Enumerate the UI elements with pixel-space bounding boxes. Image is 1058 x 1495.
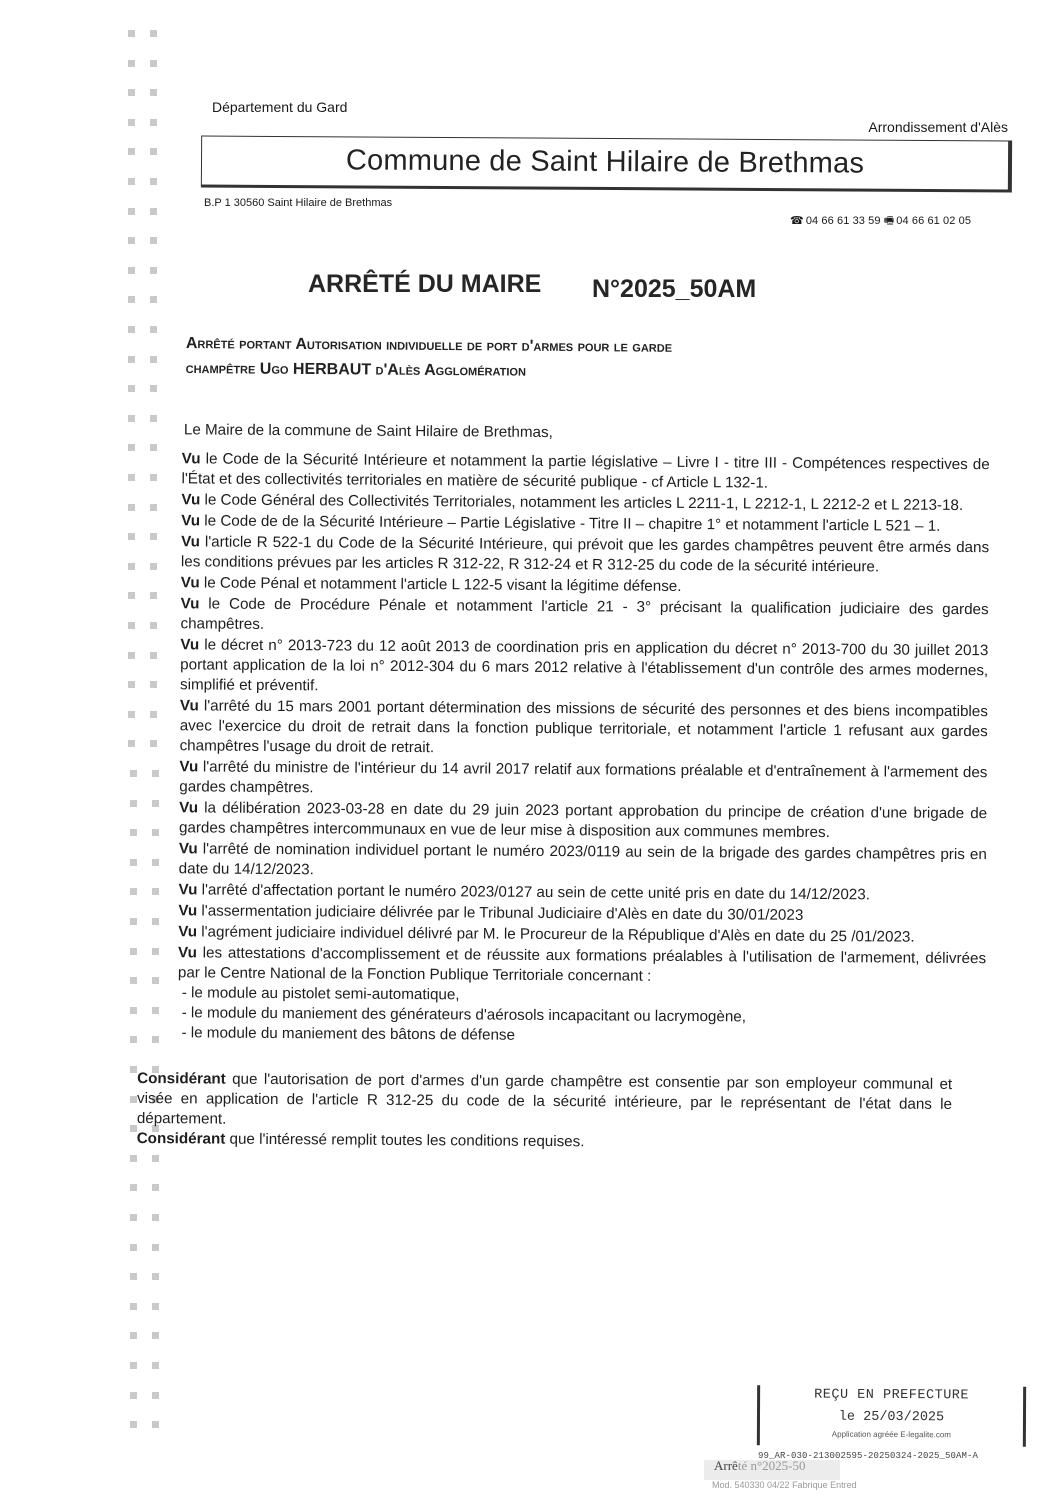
- arrondissement-label: Arrondissement d'Alès: [868, 119, 1008, 135]
- margin-square: [150, 208, 157, 215]
- margin-square: [152, 1421, 159, 1428]
- stamp-received-label: REÇU EN PREFECTURE: [814, 1387, 970, 1404]
- vu-paragraph: [178, 943, 986, 989]
- margin-square: [152, 1303, 159, 1310]
- vu-keyword: Vu: [181, 533, 201, 551]
- margin-square: [128, 237, 135, 244]
- margin-square: [130, 1362, 137, 1369]
- margin-square: [150, 326, 157, 333]
- vu-paragraph: [179, 839, 987, 885]
- margin-square: [128, 504, 135, 511]
- footer-code: [714, 1458, 806, 1474]
- document-title: ARRÊTÉ DU MAIRE: [308, 270, 542, 298]
- margin-square: [128, 296, 135, 303]
- margin-square: [152, 1392, 159, 1399]
- footer-mod: Mod. 540330 04/22 Fabrique Entred: [712, 1480, 857, 1490]
- margin-square: [130, 1421, 137, 1428]
- fax-number: 04 66 61 02 05: [896, 215, 972, 227]
- vu-keyword: Vu: [180, 595, 200, 613]
- vu-text: l'arrêté d'affectation portant le numéro 2023/0127 au sein de cette unité pris en date du 14/12/2023.: [197, 881, 871, 904]
- vu-text: le décret n° 2013-723 du 12 août 2013 de coordination pris en application du décret n° 2013-700 du 30 juillet 2013 portant application de la loi n° 2012-304 du 6 mars 2012 relative à l'établissement d'un contrôle des armes modernes, simplifié et préventif.: [179, 636, 989, 695]
- considerant-list: [135, 1069, 986, 1155]
- subject-line: Arrêté portant Autorisation individuelle de port d'armes pour le garde: [185, 334, 673, 356]
- vu-keyword: Vu: [178, 902, 198, 920]
- margin-square: [130, 1184, 137, 1191]
- vu-paragraph: [180, 696, 988, 762]
- considerant-text: que l'intéressé remplit toutes les conditions requises.: [225, 1130, 585, 1151]
- stamp-application: Application agréée E-legalite.com: [831, 1429, 952, 1440]
- margin-square: [150, 119, 157, 126]
- vu-text: le Code de la Sécurité Intérieure et notamment la partie législative – Livre I - titre III - Compétences respectives de l'État et des collectivités territoriales en matière de sécurité publique - cf Article L 132-1.: [181, 450, 990, 492]
- vu-text: l'arrêté de nomination individuel portant le numéro 2023/0119 au sein de la brigade des gardes champêtres pris en date du 14/12/2023.: [178, 840, 987, 879]
- stamp-date: le 25/03/2025: [838, 1409, 945, 1426]
- vu-text: l'assermentation judiciaire délivrée par le Tribunal Judiciaire d'Alès en date du 30/01/2023: [197, 902, 804, 924]
- vu-text: le Code de de la Sécurité Intérieure – Partie Législative - Titre II – chapitre 1° et notamment l'article L 521 – 1.: [200, 512, 941, 535]
- training-module-item: - le module au pistolet semi-automatique,: [181, 984, 460, 1004]
- margin-square: [128, 474, 135, 481]
- margin-square: [150, 385, 157, 392]
- vu-keyword: Vu: [178, 840, 198, 858]
- fax-icon: 🖷: [883, 215, 895, 227]
- margin-square: [150, 60, 157, 67]
- vu-keyword: Vu: [181, 450, 201, 468]
- vu-text: le Code Général des Collectivités Territoriales, notamment les articles L 2211-1, L 2212-1, L 2212-2 et L 2213-18.: [200, 491, 964, 515]
- footer-code-prefix: Arrê: [714, 1458, 738, 1473]
- contact-line: [790, 212, 971, 231]
- margin-square: [130, 1303, 137, 1310]
- vu-text: le Code de Procédure Pénale et notamment l'article 21 - 3° précisant la qualification judiciaire des gardes champêtres.: [180, 595, 989, 633]
- margin-square: [128, 385, 135, 392]
- margin-square: [152, 1214, 159, 1221]
- margin-square: [152, 1332, 159, 1339]
- margin-square: [152, 1273, 159, 1280]
- vu-keyword: Vu: [178, 881, 198, 899]
- margin-square: [128, 119, 135, 126]
- vu-keyword: Vu: [180, 636, 200, 654]
- margin-square: [128, 178, 135, 185]
- vu-keyword: Vu: [179, 697, 199, 715]
- postal-address: B.P 1 30560 Saint Hilaire de Brethmas: [204, 197, 393, 209]
- stamp-reference: 99_AR-030-213002595-20250324-2025_50AM-A: [758, 1451, 979, 1461]
- margin-square: [130, 1214, 137, 1221]
- margin-square: [150, 178, 157, 185]
- margin-square: [128, 208, 135, 215]
- margin-square: [150, 267, 157, 274]
- commune-name: Commune de Saint Hilaire de Brethmas: [345, 144, 865, 180]
- margin-square: [128, 533, 135, 540]
- phone-icon: ☎: [790, 215, 804, 227]
- margin-square: [150, 148, 157, 155]
- document-subject: [186, 331, 946, 387]
- vu-keyword: Vu: [178, 944, 198, 962]
- margin-square: [130, 1392, 137, 1399]
- margin-square: [128, 444, 135, 451]
- considerant-keyword: Considérant: [136, 1129, 226, 1148]
- margin-square: [150, 89, 157, 96]
- training-module-item: - le module du maniement des générateurs d'aérosols incapacitant ou lacrymogène,: [181, 1004, 747, 1026]
- intro-paragraph: Le Maire de la commune de Saint Hilaire de Brethmas,: [183, 421, 553, 442]
- vu-paragraph: [179, 757, 987, 803]
- phone-number: 04 66 61 33 59: [805, 215, 881, 227]
- considerant-keyword: Considérant: [137, 1069, 226, 1088]
- margin-square: [152, 1362, 159, 1369]
- vu-paragraph: [180, 635, 988, 701]
- vu-paragraph: [179, 798, 987, 844]
- considerant-paragraph: [137, 1069, 952, 1135]
- vu-keyword: Vu: [179, 758, 199, 776]
- margin-square: [128, 89, 135, 96]
- margin-square: [128, 622, 135, 629]
- margin-square: [128, 652, 135, 659]
- margin-square: [130, 1155, 137, 1162]
- vu-keyword: Vu: [178, 923, 198, 941]
- margin-square: [128, 592, 135, 599]
- margin-square: [128, 711, 135, 718]
- vu-keyword: Vu: [179, 799, 199, 817]
- margin-square: [128, 356, 135, 363]
- subject-line: champêtre Ugo HERBAUT d'Alès Agglomération: [185, 359, 526, 380]
- vu-keyword: Vu: [181, 491, 201, 509]
- margin-square: [130, 829, 137, 836]
- vu-keyword: Vu: [181, 512, 201, 530]
- prefecture-stamp: [757, 1385, 1026, 1446]
- margin-square: [152, 1184, 159, 1191]
- considerant-text: que l'autorisation de port d'armes d'un garde champêtre est consentie par son employeur communal et visée en application de l'article R 312-25 du code de la sécurité intérieure, par le représentant de l'état dans le département.: [136, 1070, 953, 1128]
- margin-square: [128, 563, 135, 570]
- margin-square: [130, 1244, 137, 1251]
- margin-square: [150, 296, 157, 303]
- margin-square: [130, 1273, 137, 1280]
- margin-square: [128, 415, 135, 422]
- margin-square: [130, 1332, 137, 1339]
- margin-square: [152, 1244, 159, 1251]
- vu-text: les attestations d'accomplissement et de réussite aux formations préalables à l'utilisation de l'armement, délivrées par le Centre National de la Fonction Publique Territoriale concernant :: [177, 944, 987, 985]
- margin-square: [150, 30, 157, 37]
- margin-square: [150, 356, 157, 363]
- module-list: [135, 983, 985, 1049]
- training-module-item: - le module du maniement des bâtons de défense: [181, 1024, 516, 1044]
- department-label: Département du Gard: [212, 99, 348, 115]
- vu-paragraph: [180, 594, 988, 640]
- vu-paragraph: [181, 449, 989, 495]
- margin-square: [128, 148, 135, 155]
- margin-square: [128, 326, 135, 333]
- vu-list: [136, 449, 990, 989]
- margin-square: [150, 237, 157, 244]
- vu-text: le Code Pénal et notamment l'article L 122-5 visant la légitime défense.: [199, 574, 682, 595]
- margin-square: [152, 1155, 159, 1162]
- vu-text: l'arrêté du 15 mars 2001 portant détermination des missions de sécurité des personnes et des biens incompatibles avec l'exercice du droit de retrait dans la fonction publique territoriale, et notamment l'article 1 refusant aux gardes champêtres l'usage du droit de retrait.: [179, 697, 988, 757]
- commune-header-box: [201, 136, 1012, 193]
- margin-square: [128, 740, 135, 747]
- vu-text: la délibération 2023-03-28 en date du 29 juin 2023 portant approbation du principe de création d'une brigade de gardes champêtres intercommunaux en vue de leur mise à disposition aux communes membres.: [178, 799, 988, 842]
- margin-square: [130, 770, 137, 777]
- vu-text: l'article R 522-1 du Code de la Sécurité Intérieure, qui prévoit que les gardes champêtres peuvent être armés dans les conditions prévues par les articles R 312-22, R 312-24 et R 312-25 du code de la sécurité intérieure.: [180, 533, 990, 576]
- document-number: N°2025_50AM: [592, 275, 757, 303]
- margin-square: [130, 800, 137, 807]
- margin-square: [128, 267, 135, 274]
- vu-paragraph: [181, 532, 989, 578]
- document-body: [135, 420, 990, 1155]
- margin-square: [128, 681, 135, 688]
- vu-keyword: Vu: [180, 574, 200, 592]
- vu-text: l'arrêté du ministre de l'intérieur du 14 avril 2017 relatif aux formations préalable et d'entraînement à l'armement des gardes champêtres.: [179, 758, 988, 797]
- margin-square: [128, 60, 135, 67]
- margin-square: [128, 30, 135, 37]
- vu-text: l'agrément judiciaire individuel délivré par M. le Procureur de la République d'Alès en date du 25 /01/2023.: [197, 923, 915, 946]
- footer-code-rest: té n°2025-50: [737, 1458, 806, 1473]
